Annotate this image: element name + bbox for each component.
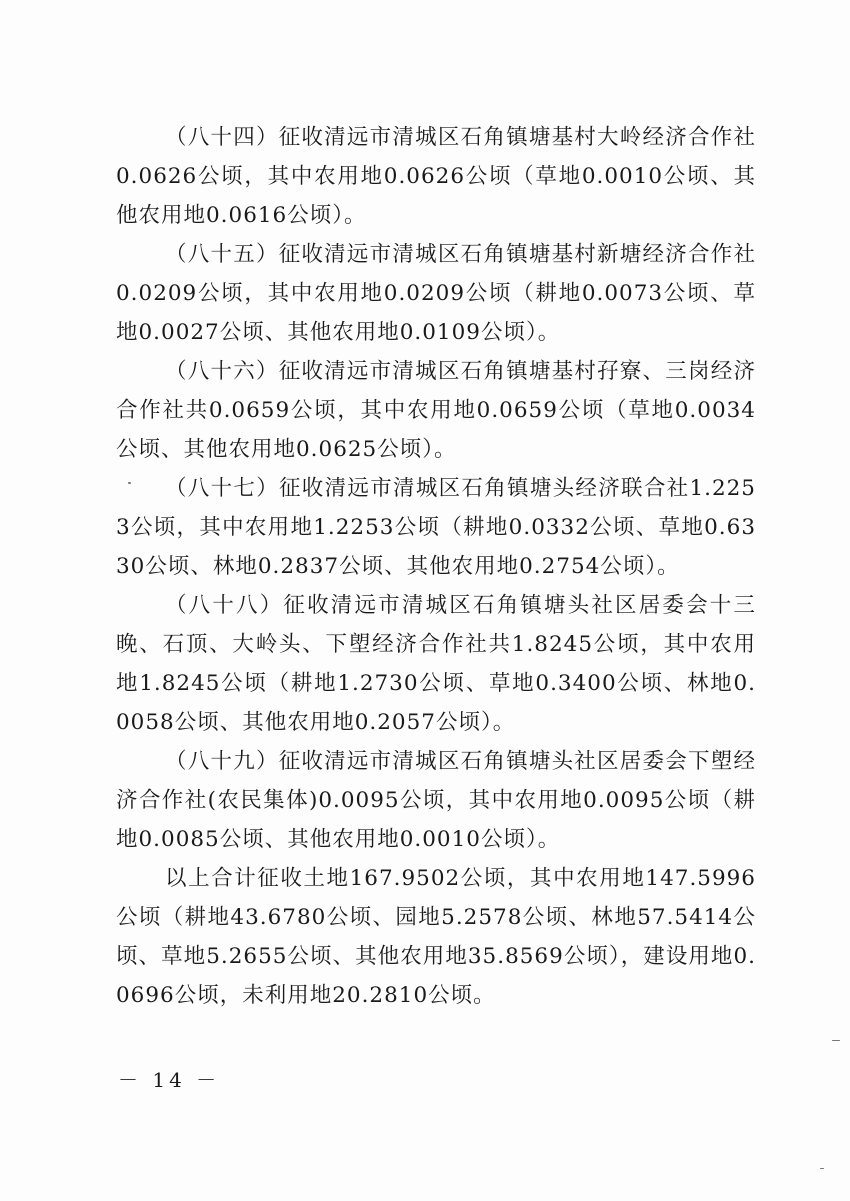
paragraph-85: （八十五）征收清远市清城区石角镇塘基村新塘经济合作社0.0209公顷，其中农用地0.0209公顷（耕地0.0073公顷、草地0.0027公顷、其他农用地0.0109公顷）。 [116,242,756,345]
scan-speck [820,1168,824,1169]
scan-speck [128,482,131,484]
paragraph-88: （八十八）征收清远市清城区石角镇塘头社区居委会十三晚、石顶、大岭头、下塱经济合作社共1.8245公顷，其中农用地1.8245公顷（耕地1.2730公顷、草地0.3400公顷、林地0.0058公顷、其他农用地0.2057公顷）。 [116,593,756,735]
page-number: － 14 － [118,1068,221,1092]
paragraph-87: （八十七）征收清远市清城区石角镇塘头经济联合社1.2253公顷，其中农用地1.2253公顷（耕地0.0332公顷、草地0.6330公顷、林地0.2837公顷、其他农用地0.2754公顷）。 [116,476,756,579]
body-text [116,118,756,1015]
scan-speck [832,1040,840,1041]
paragraph-89: （八十九）征收清远市清城区石角镇塘头社区居委会下塱经济合作社(农民集体)0.0095公顷，其中农用地0.0095公顷（耕地0.0085公顷、其他农用地0.0010公顷）。 [116,749,756,852]
paragraph-84: （八十四）征收清远市清城区石角镇塘基村大岭经济合作社0.0626公顷，其中农用地0.0626公顷（草地0.0010公顷、其他农用地0.0616公顷）。 [116,125,756,228]
paragraph-86: （八十六）征收清远市清城区石角镇塘基村孖寮、三岗经济合作社共0.0659公顷，其中农用地0.0659公顷（草地0.0034公顷、其他农用地0.0625公顷）。 [116,359,756,462]
paragraph-total: 以上合计征收土地167.9502公顷，其中农用地147.5996公顷（耕地43.6780公顷、园地5.2578公顷、林地57.5414公顷、草地5.2655公顷、其他农用地35.8569公顷），建设用地0.0696公顷，未利用地20.2810公顷。 [116,866,756,1008]
